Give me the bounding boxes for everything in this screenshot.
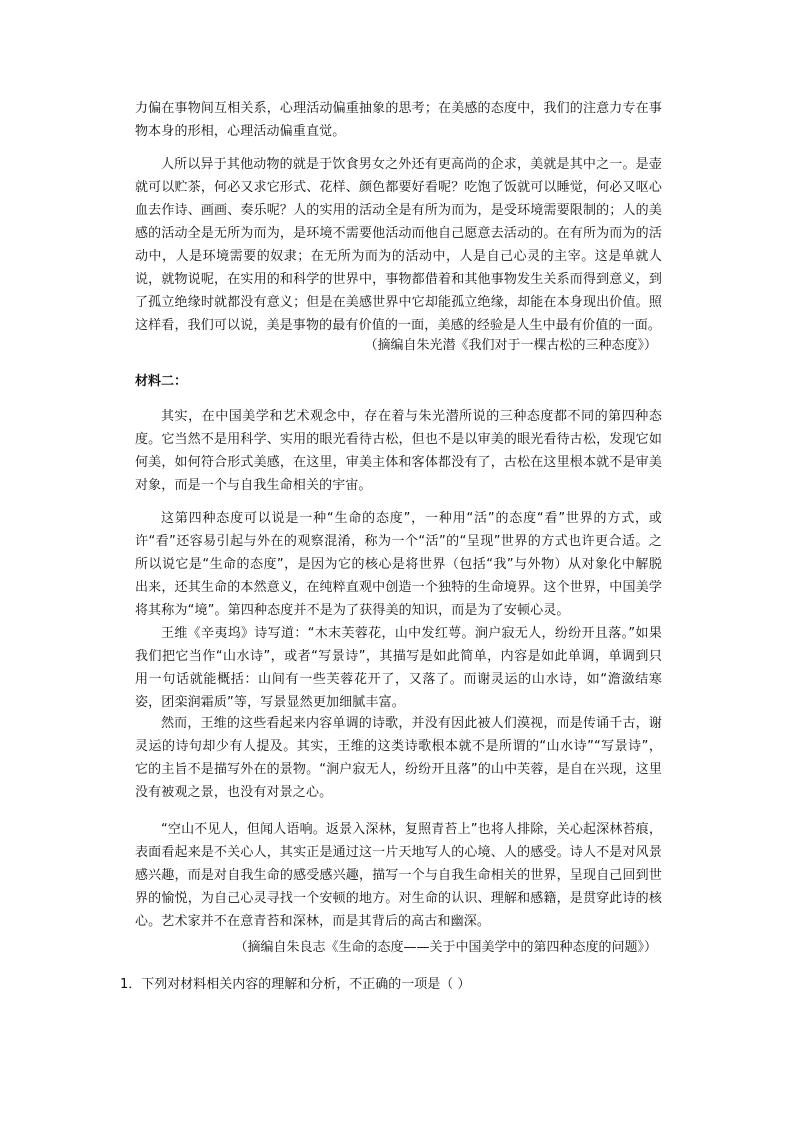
source-citation-two: （摘编自朱良志《生命的态度——关于中国美学中的第四种态度的问题》）: [234, 940, 657, 955]
paragraph-wang-wei-analysis: 然而，王维的这些看起来内容单调的诗歌，并没有因此被人们漠视，而是传诵千古，谢灵运的诗句却少有人提及。其实，王维的这类诗歌根本就不是所谓的“山水诗”“写景诗”，它的主旨不是描写外在的景物。“涧户寂无人，纷纷开且落”的山中芙蓉，是自在兴现，这里没有被观之景，也没有对景之心。: [135, 716, 662, 800]
paragraph-empty-mountain: “空山不见人，但闻人语响。返景入深林，复照青苔上”也将人排除，关心起深林苔痕，表面看起来是不关心人，其实正是通过这一片天地写人的心境、人的感受。诗人不是对风景感兴趣，而是对自我生命的感受感兴趣，描写一个与自我生命相关的世界，呈现自己回到世界的愉悦，为自己心灵寻找一个安顿的地方。对生命的认识、理解和感籍，是贯穿此诗的核心。艺术家并不在意青苔和深林，而是其背后的高古和幽深。: [135, 822, 662, 929]
paragraph-zhu-guangqian: 人所以异于其他动物的就是于饮食男女之外还有更高尚的企求，美就是其中之一。是壶就可以贮茶，何必又求它形式、花样、颜色都要好看呢？吃饱了饭就可以睡觉，何必又呕心血去作诗、画画、奏乐呢？人的实用的活动全是有所为而为，是受环境需要限制的；人的美感的活动全是无所为而为，是环境不需要他活动而他自己愿意去活动的。在有所为而为的活动中，人是环境需要的奴隶；在无所为而为的活动中，人是自己心灵的主宰。这是单就人说，就物说呢，在实用的和科学的世界中，事物都借着和其他事物发生关系而得到意义，到了孤立绝缘时就都没有意义；但是在美感世界中它却能孤立绝缘，却能在本身现出价值。照这样看，我们可以说，美是事物的最有价值的一面，美感的经验是人生中最有价值的一面。: [135, 157, 662, 333]
paragraph-wang-wei-poem: 王维《辛夷坞》诗写道：“木末芙蓉花，山中发红萼。涧户寂无人，纷纷开且落。”如果我们把它当作“山水诗”，或者“写景诗”，其描写是如此简单，内容是如此单调，单调到只用一句话就能概括：山间有一些芙蓉花开了，又落了。而谢灵运的山水诗，如“澹潋结寒姿，团栾润霜质”等，写景显然更加细腻丰富。: [135, 626, 662, 710]
material-two-heading: 材料二：: [135, 374, 188, 389]
paragraph-continued: 力偏在事物间互相关系，心理活动偏重抽象的思考；在美感的态度中，我们的注意力专在事物本身的形相，心理活动偏重直觉。: [135, 101, 662, 139]
paragraph-life-attitude: 这第四种态度可以说是一种“生命的态度”，一种用“活”的态度“看”世界的方式，或许“看”还容易引起与外在的观察混淆，称为一个“活”的“呈现”世界的方式也许更合适。之所以说它是“生命的态度”，是因为它的核心是将世界（包括“我”与外物）从对象化中解脱出来，还其生命的本然意义，在纯粹直观中创造一个独特的生命境界。这个世界，中国美学将其称为“境”。第四种态度并不是为了获得美的知识，而是为了安顿心灵。: [135, 511, 662, 618]
question-one: 1．下列对材料相关内容的理解和分析，不正确的一项是（ ）: [120, 977, 471, 992]
source-citation-one: （摘编自朱光潜《我们对于一棵古松的三种态度》）: [364, 338, 657, 353]
paragraph-fourth-attitude: 其实，在中国美学和艺术观念中，存在着与朱光潜所说的三种态度都不同的第四种态度。它当然不是用科学、实用的眼光看待古松，但也不是以审美的眼光看待古松，发现它如何美，如何符合形式美感，在这里，审美主体和客体都没有了，古松在这里根本就不是审美对象，而是一个与自我生命相关的宇宙。: [135, 409, 662, 493]
